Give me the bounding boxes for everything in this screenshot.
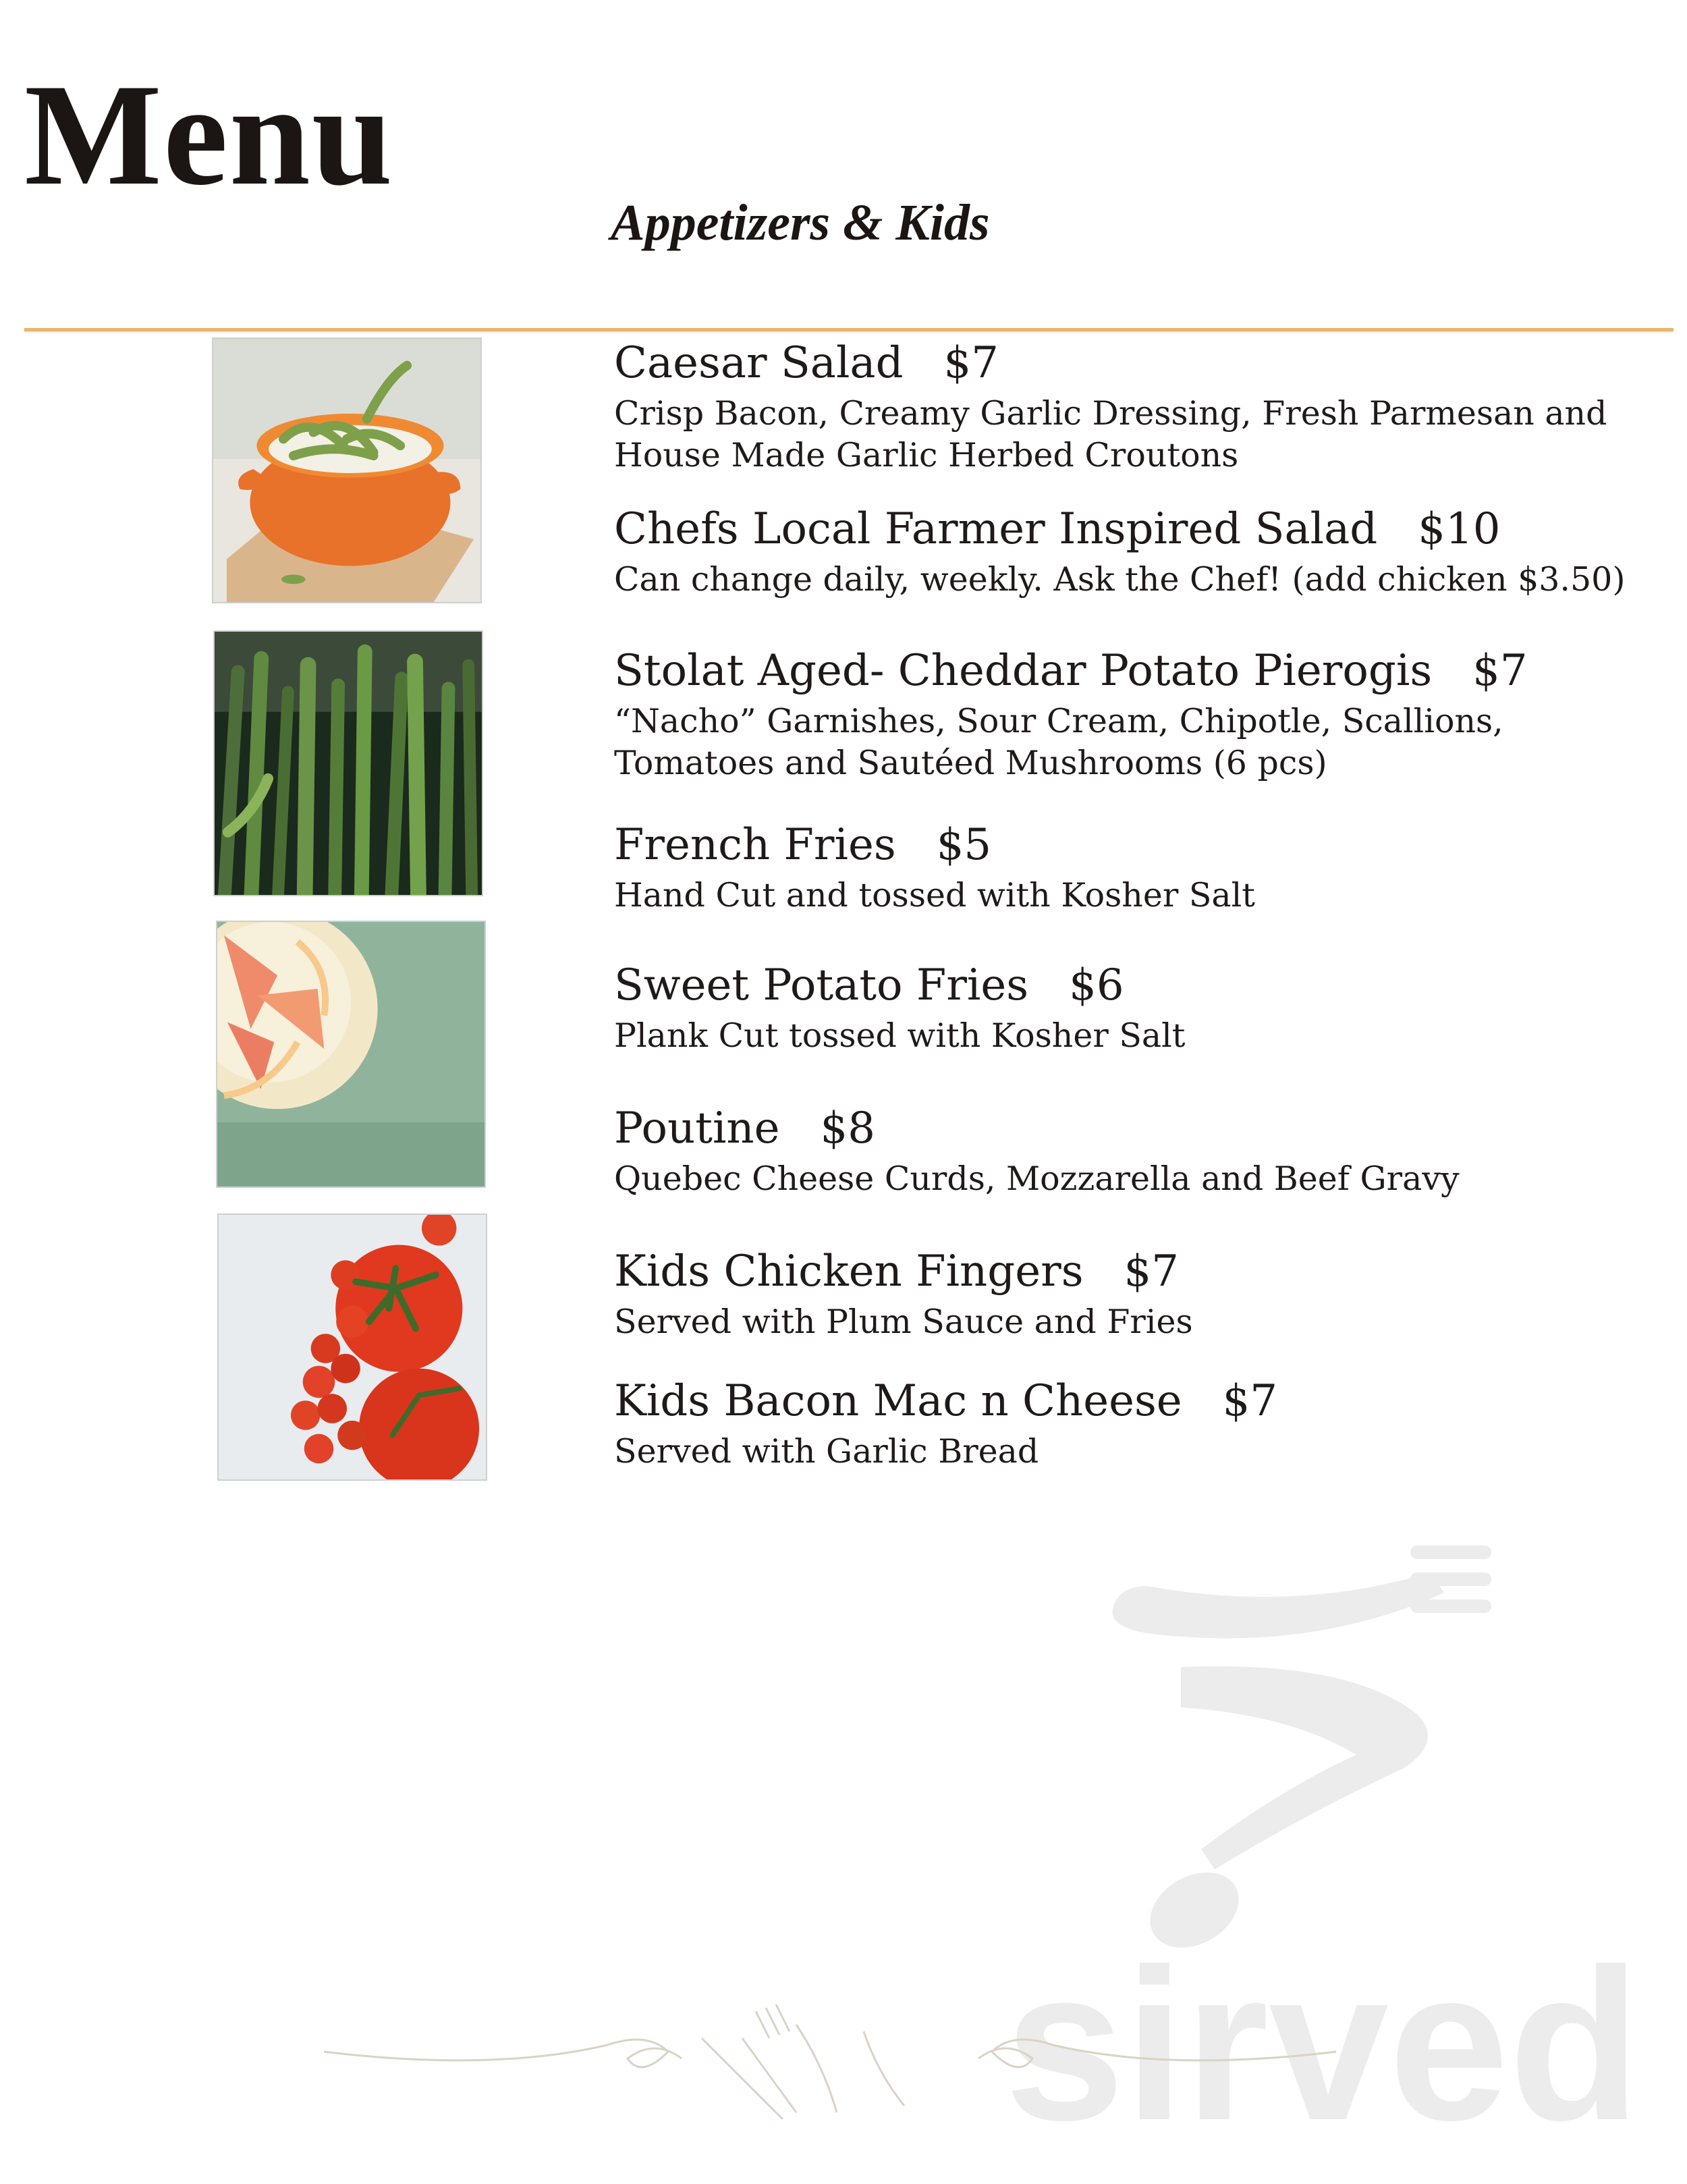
item-name: Chefs Local Farmer Inspired Salad — [614, 504, 1378, 554]
section-title: Appetizers & Kids — [611, 194, 990, 251]
item-description: Hand Cut and tossed with Kosher Salt — [614, 876, 1255, 914]
item-name: Stolat Aged- Cheddar Potato Pierogis — [614, 646, 1433, 696]
item-price: $6 — [1069, 960, 1124, 1010]
item-description: Quebec Cheese Curds, Mozzarella and Beef Gravy — [614, 1159, 1460, 1198]
menu-item — [614, 646, 1667, 784]
item-price: $8 — [820, 1103, 875, 1153]
menu-item — [614, 1247, 1667, 1343]
menu-item — [614, 1376, 1667, 1473]
menu-item — [614, 504, 1667, 601]
divider-rule — [24, 328, 1674, 331]
asparagus-photo — [213, 630, 483, 896]
item-name-line — [614, 1103, 1667, 1153]
item-name-line — [614, 338, 1667, 388]
decorative-flourish — [324, 1984, 1336, 2119]
item-description: Plank Cut tossed with Kosher Salt — [614, 1016, 1186, 1055]
item-description: Can change daily, weekly. Ask the Chef! (add chicken $3.50) — [614, 560, 1626, 599]
item-description: Served with Plum Sauce and Fries — [614, 1303, 1193, 1341]
item-price: $7 — [1124, 1247, 1179, 1296]
item-price: $10 — [1418, 504, 1501, 554]
tomatoes-photo — [217, 1213, 487, 1481]
item-description: Served with Garlic Bread — [614, 1432, 1039, 1471]
item-name-line — [614, 960, 1667, 1010]
item-name: Kids Bacon Mac n Cheese — [614, 1376, 1182, 1426]
item-name: Poutine — [614, 1103, 780, 1153]
grapefruit-photo — [216, 921, 486, 1188]
item-name-line — [614, 820, 1667, 870]
edamame-bowl-photo — [212, 337, 482, 603]
item-name: Caesar Salad — [614, 338, 904, 388]
item-name: Kids Chicken Fingers — [614, 1247, 1084, 1296]
item-name-line — [614, 1376, 1667, 1426]
item-name-line — [614, 646, 1667, 696]
menu-item — [614, 338, 1667, 476]
item-description: “Nacho” Garnishes, Sour Cream, Chipotle, Scallions, Tomatoes and Sautéed Mushrooms (6 pcs) — [614, 702, 1503, 782]
item-name-line — [614, 504, 1667, 554]
menu-item — [614, 960, 1667, 1057]
fork-spoon-logo-icon — [1113, 1546, 1491, 1963]
watermark-text: sirved — [1004, 1923, 1641, 2126]
menu-item — [614, 1103, 1667, 1200]
page-title: Menu — [24, 54, 394, 215]
item-name-line — [614, 1247, 1667, 1296]
item-price: $7 — [1472, 646, 1528, 696]
item-name: French Fries — [614, 820, 896, 870]
item-price: $5 — [936, 820, 992, 870]
menu-item — [614, 820, 1667, 917]
item-price: $7 — [1222, 1376, 1278, 1426]
item-price: $7 — [943, 338, 999, 388]
item-name: Sweet Potato Fries — [614, 960, 1029, 1010]
item-description: Crisp Bacon, Creamy Garlic Dressing, Fresh Parmesan and House Made Garlic Herbed Croutons — [614, 394, 1607, 474]
